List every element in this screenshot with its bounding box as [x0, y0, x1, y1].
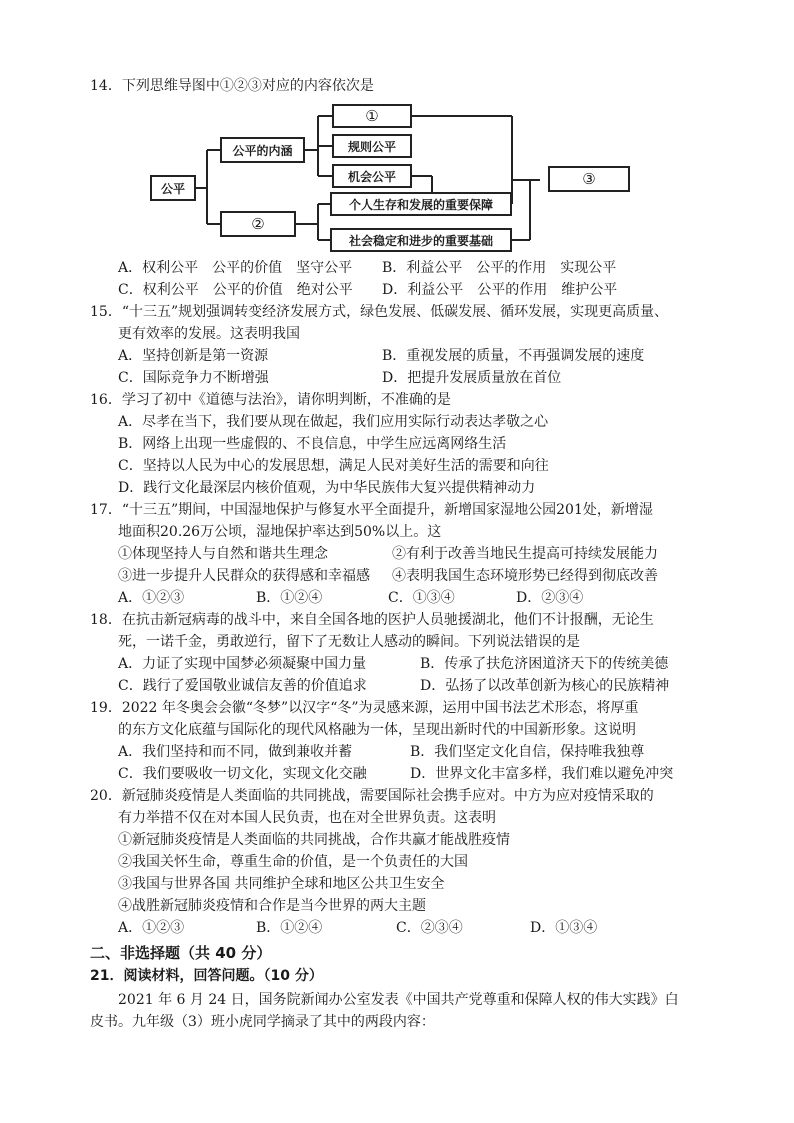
- q18-option-a[interactable]: A．力证了实现中国梦必须凝聚中国力量: [118, 656, 367, 672]
- q16-option-a[interactable]: A．尽孝在当下，我们要从现在做起，我们应用实际行动表达孝敬之心: [118, 414, 549, 430]
- q20-statement-1: ①新冠肺炎疫情是人类面临的共同挑战，合作共赢才能战胜疫情: [118, 832, 510, 848]
- q14-option-b[interactable]: B．利益公平 公平的作用 实现公平: [382, 260, 617, 276]
- mindmap-item-3: 机会公平: [332, 164, 412, 188]
- q14-stem: 14．下列思维导图中①②③对应的内容依次是: [90, 78, 374, 94]
- q20-option-c[interactable]: C．②③④: [396, 920, 463, 936]
- q19-option-b[interactable]: B．我们坚定文化自信，保持唯我独尊: [410, 744, 645, 760]
- mindmap-item-4: 个人生存和发展的重要保障: [330, 192, 512, 216]
- mindmap-item-2: 规则公平: [332, 134, 412, 158]
- q20-option-a[interactable]: A．①②③: [118, 920, 185, 936]
- q20-statement-3: ③我国与世界各国 共同维护全球和地区公共卫生安全: [118, 876, 445, 892]
- q15-stem-line-2: 更有效率的发展。这表明我国: [118, 326, 300, 342]
- q15-option-d[interactable]: D．把提升发展质量放在首位: [382, 370, 562, 386]
- q17-statement-2: ②有利于改善当地民生提高可持续发展能力: [392, 546, 658, 562]
- q21-paragraph-line-2: 皮书。九年级（3）班小虎同学摘录了其中的两段内容：: [90, 1014, 435, 1030]
- q20-statement-2: ②我国关怀生命，尊重生命的价值，是一个负责任的大国: [118, 854, 468, 870]
- section-2-title: 二、非选择题（共 40 分）: [90, 944, 272, 962]
- q21-paragraph-line-1: 2021 年 6 月 24 日，国务院新闻办公室发表《中国共产党尊重和保障人权的伟大实践》白: [118, 992, 679, 1008]
- q17-stem-line-1: 17．“十三五”期间，中国湿地保护与修复水平全面提升，新增国家湿地公园201处，新增湿: [90, 502, 653, 518]
- q20-stem-line-1: 20．新冠肺炎疫情是人类面临的共同挑战，需要国际社会携手应对。中方为应对疫情采取的: [90, 788, 654, 804]
- q17-statement-1: ①体现坚持人与自然和谐共生理念: [118, 546, 328, 562]
- q14-option-a[interactable]: A．权利公平 公平的价值 坚守公平: [118, 260, 353, 276]
- q16-option-b[interactable]: B．网络上出现一些虚假的、不良信息，中学生应远离网络生活: [118, 436, 507, 452]
- q16-option-d[interactable]: D．践行文化最深层内核价值观，为中华民族伟大复兴提供精神动力: [118, 480, 536, 496]
- q19-stem-line-1: 19．2022 年冬奥会会徽“冬梦”以汉字“冬”为灵感来源，运用中国书法艺术形态，将厚重: [90, 700, 639, 716]
- q16-stem: 16．学习了初中《道德与法治》，请你明判断，不准确的是: [90, 392, 451, 408]
- q17-option-a[interactable]: A．①②③: [118, 590, 185, 606]
- q15-option-a[interactable]: A．坚持创新是第一资源: [118, 348, 269, 364]
- q18-stem-line-1: 18．在抗击新冠病毒的战斗中，来自全国各地的医护人员驰援湖北，他们不计报酬，无论生: [90, 612, 654, 628]
- q15-option-b[interactable]: B．重视发展的质量，不再强调发展的速度: [382, 348, 645, 364]
- q18-option-d[interactable]: D．弘扬了以改革创新为核心的民族精神: [420, 678, 670, 694]
- q18-stem-line-2: 死，一诺千金，勇敢逆行，留下了无数让人感动的瞬间。下列说法错误的是: [118, 634, 580, 650]
- q20-stem-line-2: 有力举措不仅在对本国人民负责，也在对全世界负责。这表明: [118, 810, 496, 826]
- q18-option-b[interactable]: B．传承了扶危济困道济天下的传统美德: [420, 656, 669, 672]
- q15-option-c[interactable]: C．国际竞争力不断增强: [118, 370, 269, 386]
- mindmap-connectors: [0, 0, 794, 260]
- q19-option-c[interactable]: C．我们要吸收一切文化，实现文化交融: [118, 766, 367, 782]
- q20-statement-4: ④战胜新冠肺炎疫情和合作是当今世界的两大主题: [118, 898, 426, 914]
- q16-option-c[interactable]: C．坚持以人民为中心的发展思想，满足人民对美好生活的需要和向往: [118, 458, 549, 474]
- q20-option-b[interactable]: B．①②④: [256, 920, 323, 936]
- q19-stem-line-2: 的东方文化底蕴与国际化的现代风格融为一体，呈现出新时代的中国新形象。这说明: [118, 722, 636, 738]
- q19-option-a[interactable]: A．我们坚持和而不同，做到兼收并蓄: [118, 744, 353, 760]
- q20-option-d[interactable]: D．①③④: [530, 920, 598, 936]
- q17-statement-3: ③进一步提升人民群众的获得感和幸福感: [118, 568, 370, 584]
- q14-option-d[interactable]: D．利益公平 公平的作用 维护公平: [382, 282, 618, 298]
- q21-stem: 21．阅读材料，回答问题。（10 分）: [90, 968, 323, 984]
- q18-option-c[interactable]: C．践行了爱国敬业诚信友善的价值追求: [118, 678, 367, 694]
- q17-stem-line-2: 地面积20.26万公顷，湿地保护率达到50%以上。这: [118, 524, 442, 540]
- mindmap-result: ③: [548, 166, 630, 192]
- mindmap-branch-2: ②: [220, 211, 296, 237]
- mindmap-item-5: 社会稳定和进步的重要基础: [330, 228, 512, 252]
- q14-option-c[interactable]: C．权利公平 公平的价值 绝对公平: [118, 282, 353, 298]
- q17-statement-4: ④表明我国生态环境形势已经得到彻底改善: [392, 568, 658, 584]
- mindmap: [0, 0, 794, 260]
- q17-option-b[interactable]: B．①②④: [256, 590, 323, 606]
- mindmap-branch-1: 公平的内涵: [220, 137, 305, 163]
- q17-option-d[interactable]: D．②③④: [516, 590, 584, 606]
- q17-option-c[interactable]: C．①③④: [388, 590, 455, 606]
- mindmap-item-1: ①: [332, 104, 412, 128]
- q15-stem-line-1: 15．“十三五”规划强调转变经济发展方式，绿色发展、低碳发展、循环发展，实现更高质量、: [90, 304, 669, 320]
- mindmap-root: 公平: [150, 175, 196, 201]
- q19-option-d[interactable]: D．世界文化丰富多样，我们难以避免冲突: [410, 766, 674, 782]
